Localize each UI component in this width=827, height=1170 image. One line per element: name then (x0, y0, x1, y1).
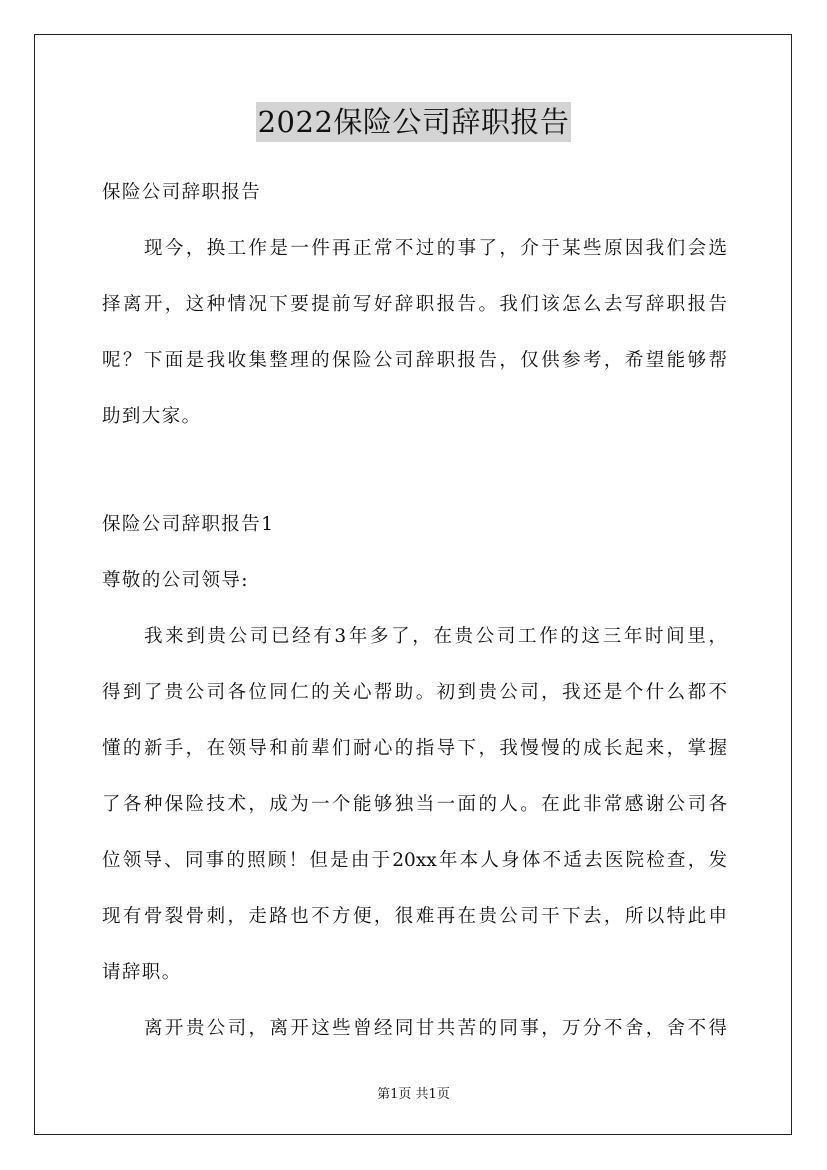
section-heading: 保险公司辞职报告1 (102, 514, 275, 535)
body-line: 我来到贵公司已经有3年多了，在贵公司工作的这三年时间里， (144, 626, 727, 647)
body-line: 得到了贵公司各位同仁的关心帮助。初到贵公司，我还是个什么都不 (102, 682, 727, 703)
body-line: 离开贵公司，离开这些曾经同甘共苦的同事，万分不舍，舍不得 (144, 1018, 727, 1039)
title-container (0, 102, 827, 142)
body-line: 请辞职。 (102, 962, 182, 983)
subtitle: 保险公司辞职报告 (102, 182, 262, 203)
intro-line: 择离开，这种情况下要提前写好辞职报告。我们该怎么去写辞职报告 (102, 294, 727, 315)
document-title: 2022保险公司辞职报告 (256, 102, 572, 142)
intro-line: 助到大家。 (102, 406, 202, 427)
body-line: 现有骨裂骨刺，走路也不方便，很难再在贵公司干下去，所以特此申 (102, 906, 727, 927)
salutation: 尊敬的公司领导: (102, 570, 249, 591)
body-line: 位领导、同事的照顾！但是由于20xx年本人身体不适去医院检查，发 (102, 850, 727, 871)
body-line: 了各种保险技术，成为一个能够独当一面的人。在此非常感谢公司各 (102, 794, 727, 815)
intro-line: 现今，换工作是一件再正常不过的事了，介于某些原因我们会选 (144, 238, 727, 259)
intro-line: 呢？下面是我收集整理的保险公司辞职报告，仅供参考，希望能够帮 (102, 350, 727, 371)
body-line: 懂的新手，在领导和前辈们耐心的指导下，我慢慢的成长起来，掌握 (102, 738, 727, 759)
document-body (102, 172, 727, 1064)
paragraph-gap (102, 452, 727, 504)
page-footer: 第1页 共1页 (377, 1087, 450, 1102)
